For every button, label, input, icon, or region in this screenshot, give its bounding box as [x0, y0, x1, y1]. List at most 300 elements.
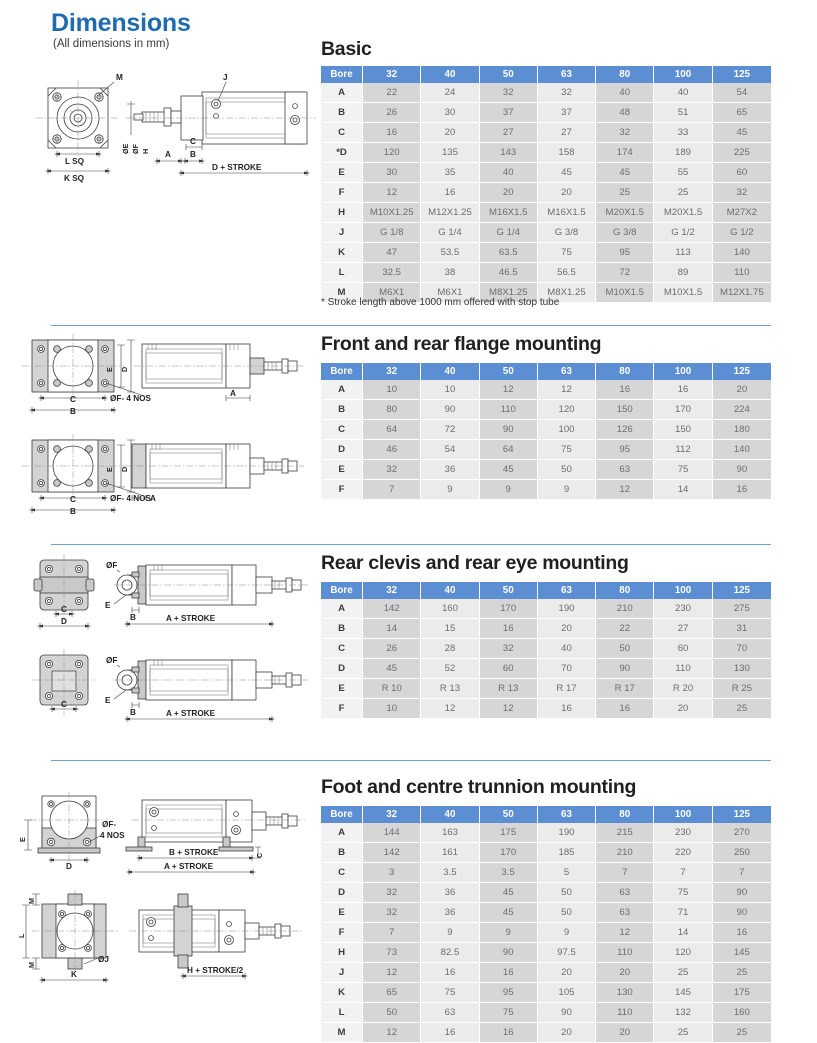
table-row — [321, 983, 771, 1003]
cell: M16X1.5 — [538, 203, 596, 223]
th-col-2: 50 — [480, 582, 538, 599]
cell: 12 — [363, 183, 421, 203]
th-col-0: 32 — [363, 66, 421, 83]
cell: 75 — [480, 1003, 538, 1023]
cell: 24 — [421, 83, 479, 103]
cell: 100 — [538, 420, 596, 440]
drawing-flange — [14, 332, 314, 527]
cell: 143 — [480, 143, 538, 163]
cell: 32.5 — [363, 263, 421, 283]
cell: 110 — [654, 659, 712, 679]
cell: 12 — [421, 699, 479, 719]
section-title-basic: Basic — [321, 38, 372, 60]
th-col-6: 125 — [713, 363, 771, 380]
table-row — [321, 599, 771, 619]
cell: 32 — [363, 903, 421, 923]
cell: G 3/8 — [538, 223, 596, 243]
table-header-row — [321, 806, 771, 823]
cell: 40 — [480, 163, 538, 183]
cell: 63.5 — [480, 243, 538, 263]
cell: 180 — [713, 420, 771, 440]
label-C: C — [255, 852, 264, 858]
cell: 25 — [713, 963, 771, 983]
label-L: L — [17, 933, 26, 938]
cell: 50 — [538, 460, 596, 480]
row-label: J — [321, 963, 363, 983]
table-row — [321, 460, 771, 480]
cell: 64 — [480, 440, 538, 460]
row-label: F — [321, 699, 363, 719]
cell: 20 — [538, 963, 596, 983]
cell: 75 — [421, 983, 479, 1003]
page-title: Dimensions — [51, 9, 191, 37]
label-B: B — [130, 708, 136, 717]
cell: 170 — [480, 843, 538, 863]
cell: 110 — [596, 1003, 654, 1023]
cell: 225 — [713, 143, 771, 163]
cell: 32 — [363, 883, 421, 903]
cell: 20 — [538, 183, 596, 203]
cell: 50 — [538, 883, 596, 903]
label-E: E — [105, 467, 114, 472]
cell: 22 — [596, 619, 654, 639]
label-A: A — [150, 494, 156, 503]
table-row — [321, 903, 771, 923]
table-header-row — [321, 582, 771, 599]
cell: 12 — [363, 1023, 421, 1043]
cell: 9 — [421, 480, 479, 500]
cell: M10X1.5 — [596, 283, 654, 303]
th-col-1: 40 — [421, 66, 479, 83]
cell: 126 — [596, 420, 654, 440]
cell: 64 — [363, 420, 421, 440]
cell: 10 — [363, 380, 421, 400]
th-col-4: 80 — [596, 66, 654, 83]
cell: 45 — [480, 460, 538, 480]
row-label: C — [321, 639, 363, 659]
cell: 150 — [596, 400, 654, 420]
cell: 30 — [363, 163, 421, 183]
cell: 14 — [654, 480, 712, 500]
cell: 175 — [713, 983, 771, 1003]
cell: 12 — [480, 380, 538, 400]
cell: 50 — [596, 639, 654, 659]
table-row — [321, 380, 771, 400]
section-title-foot: Foot and centre trunnion mounting — [321, 776, 637, 798]
label-C: C — [61, 700, 67, 709]
cell: 140 — [713, 243, 771, 263]
section-title-clevis: Rear clevis and rear eye mounting — [321, 552, 629, 574]
cell: 25 — [654, 183, 712, 203]
table-row — [321, 699, 771, 719]
cell: 14 — [363, 619, 421, 639]
cell: M20X1.5 — [654, 203, 712, 223]
row-label: L — [321, 263, 363, 283]
label-A: A — [230, 389, 236, 398]
cell: 63 — [596, 883, 654, 903]
cell: 32 — [713, 183, 771, 203]
cell: G 1/2 — [654, 223, 712, 243]
cell: 16 — [421, 1023, 479, 1043]
cell: M8X1.25 — [480, 283, 538, 303]
cell: 36 — [421, 903, 479, 923]
table-row — [321, 420, 771, 440]
label-E: E — [18, 837, 27, 842]
label-M-top: M — [27, 898, 36, 904]
row-label: A — [321, 599, 363, 619]
cell: 36 — [421, 460, 479, 480]
cell: 37 — [538, 103, 596, 123]
row-label: C — [321, 863, 363, 883]
table-basic — [321, 66, 771, 303]
cell: 90 — [596, 659, 654, 679]
th-col-3: 63 — [538, 66, 596, 83]
cell: 150 — [654, 420, 712, 440]
drawing-basic — [30, 68, 320, 198]
cell: 63 — [596, 903, 654, 923]
cell: G 1/2 — [713, 223, 771, 243]
cell: 33 — [654, 123, 712, 143]
cell: 35 — [421, 163, 479, 183]
table-row — [321, 1003, 771, 1023]
row-label: D — [321, 440, 363, 460]
cell: 12 — [596, 923, 654, 943]
cell: 210 — [596, 843, 654, 863]
cell: 95 — [596, 440, 654, 460]
cell: 32 — [480, 639, 538, 659]
cell: 70 — [538, 659, 596, 679]
cell: 20 — [596, 963, 654, 983]
cell: 54 — [421, 440, 479, 460]
label-H: H — [141, 148, 150, 154]
label-KSQ: K SQ — [64, 174, 85, 183]
row-label: D — [321, 883, 363, 903]
cell: 90 — [421, 400, 479, 420]
label-C: C — [61, 605, 67, 614]
cell: 16 — [713, 480, 771, 500]
cell: 120 — [654, 943, 712, 963]
th-col-4: 80 — [596, 806, 654, 823]
cell: 16 — [421, 963, 479, 983]
label-D: D — [120, 366, 129, 372]
cell: 90 — [538, 1003, 596, 1023]
row-label: F — [321, 480, 363, 500]
table-row — [321, 619, 771, 639]
cell: R 10 — [363, 679, 421, 699]
cell: 9 — [480, 480, 538, 500]
row-label: F — [321, 183, 363, 203]
cell: 27 — [654, 619, 712, 639]
cell: 170 — [654, 400, 712, 420]
th-col-1: 40 — [421, 582, 479, 599]
table-row — [321, 963, 771, 983]
cell: 27 — [480, 123, 538, 143]
cell: 16 — [480, 1023, 538, 1043]
cell: 40 — [596, 83, 654, 103]
row-label: H — [321, 203, 363, 223]
table-row — [321, 400, 771, 420]
cell: 65 — [713, 103, 771, 123]
cell: 250 — [713, 843, 771, 863]
label-B: B — [130, 613, 136, 622]
cell: 215 — [596, 823, 654, 843]
cell: M10X1.5 — [654, 283, 712, 303]
label-B-stroke: B + STROKE — [169, 848, 219, 857]
cell: 170 — [480, 599, 538, 619]
row-label: M — [321, 1023, 363, 1043]
cell: 230 — [654, 599, 712, 619]
table-body-basic — [321, 83, 771, 303]
cell: 25 — [713, 699, 771, 719]
cell: 90 — [480, 943, 538, 963]
row-label: E — [321, 679, 363, 699]
table-header-row — [321, 363, 771, 380]
row-label: J — [321, 223, 363, 243]
label-B: B — [70, 407, 76, 416]
cell: 112 — [654, 440, 712, 460]
row-label: B — [321, 843, 363, 863]
th-col-5: 100 — [654, 582, 712, 599]
cell: 12 — [538, 380, 596, 400]
cell: 90 — [713, 883, 771, 903]
cell: 40 — [654, 83, 712, 103]
label-A: A — [165, 150, 171, 159]
section-divider-1 — [51, 325, 771, 326]
cell: 174 — [596, 143, 654, 163]
footnote-basic: * Stroke length above 1000 mm offered with stop tube — [321, 297, 560, 308]
row-label: E — [321, 903, 363, 923]
th-col-5: 100 — [654, 363, 712, 380]
row-label: D — [321, 659, 363, 679]
cell: 45 — [713, 123, 771, 143]
label-H-stroke2: H + STROKE/2 — [187, 966, 244, 975]
cell: 73 — [363, 943, 421, 963]
cell: 47 — [363, 243, 421, 263]
cell: 52 — [421, 659, 479, 679]
table-foot — [321, 806, 771, 1043]
label-OF: ØF — [106, 656, 118, 665]
cell: 3 — [363, 863, 421, 883]
table-row — [321, 203, 771, 223]
label-D-stroke: D + STROKE — [212, 163, 262, 172]
cell: 38 — [421, 263, 479, 283]
cell: 26 — [363, 103, 421, 123]
cell: 25 — [654, 1023, 712, 1043]
cell: 90 — [713, 460, 771, 480]
table-row — [321, 679, 771, 699]
cell: R 13 — [421, 679, 479, 699]
th-col-0: 32 — [363, 806, 421, 823]
label-C: C — [70, 395, 76, 404]
cell: R 17 — [538, 679, 596, 699]
cell: 25 — [654, 963, 712, 983]
label-A-stroke: A + STROKE — [164, 862, 214, 871]
cell: 9 — [421, 923, 479, 943]
cell: 32 — [538, 83, 596, 103]
cell: 45 — [480, 883, 538, 903]
th-col-6: 125 — [713, 806, 771, 823]
row-label: E — [321, 163, 363, 183]
cell: 12 — [363, 963, 421, 983]
cell: G 1/4 — [421, 223, 479, 243]
cell: 145 — [713, 943, 771, 963]
label-OJ: ØJ — [98, 955, 109, 964]
cell: 16 — [596, 380, 654, 400]
label-E: E — [105, 696, 111, 705]
cell: M16X1.5 — [480, 203, 538, 223]
label-J: J — [223, 73, 228, 82]
cell: 7 — [713, 863, 771, 883]
cell: 20 — [713, 380, 771, 400]
label-E: E — [105, 367, 114, 372]
cell: 110 — [713, 263, 771, 283]
cell: 45 — [538, 163, 596, 183]
cell: 9 — [538, 480, 596, 500]
cell: 32 — [363, 460, 421, 480]
cell: 50 — [538, 903, 596, 923]
cell: 7 — [654, 863, 712, 883]
th-bore: Bore — [321, 66, 363, 83]
cell: 10 — [363, 699, 421, 719]
cell: 28 — [421, 639, 479, 659]
table-row — [321, 480, 771, 500]
table-header-row — [321, 66, 771, 83]
label-A-stroke: A + STROKE — [166, 709, 216, 718]
th-col-2: 50 — [480, 806, 538, 823]
table-row — [321, 263, 771, 283]
cell: G 1/4 — [480, 223, 538, 243]
cell: 89 — [654, 263, 712, 283]
cell: 60 — [654, 639, 712, 659]
cell: 135 — [421, 143, 479, 163]
row-label: A — [321, 83, 363, 103]
label-B: B — [190, 150, 196, 159]
cell: 110 — [596, 943, 654, 963]
cell: 210 — [596, 599, 654, 619]
cell: 82.5 — [421, 943, 479, 963]
cell: M6X1 — [421, 283, 479, 303]
cell: 160 — [421, 599, 479, 619]
th-col-0: 32 — [363, 582, 421, 599]
cell: 3.5 — [421, 863, 479, 883]
cell: 15 — [421, 619, 479, 639]
th-col-5: 100 — [654, 66, 712, 83]
row-label: C — [321, 123, 363, 143]
cell: 60 — [713, 163, 771, 183]
cell: 75 — [654, 883, 712, 903]
table-row — [321, 863, 771, 883]
cell: 56.5 — [538, 263, 596, 283]
row-label: B — [321, 103, 363, 123]
th-col-3: 63 — [538, 363, 596, 380]
label-D: D — [61, 617, 67, 626]
table-row — [321, 163, 771, 183]
table-body-foot — [321, 823, 771, 1043]
label-D: D — [66, 862, 72, 871]
label-OF-4NOS: ØF- 4 NOS — [110, 394, 151, 403]
th-col-2: 50 — [480, 363, 538, 380]
cell: G 3/8 — [596, 223, 654, 243]
cell: 144 — [363, 823, 421, 843]
row-label: F — [321, 923, 363, 943]
cell: 224 — [713, 400, 771, 420]
cell: 7 — [363, 480, 421, 500]
cell: 36 — [421, 883, 479, 903]
table-row — [321, 223, 771, 243]
cell: 113 — [654, 243, 712, 263]
label-K: K — [71, 970, 77, 979]
cell: M20X1.5 — [596, 203, 654, 223]
cell: 220 — [654, 843, 712, 863]
table-row — [321, 103, 771, 123]
cell: 130 — [596, 983, 654, 1003]
cell: 71 — [654, 903, 712, 923]
cell: M10X1.25 — [363, 203, 421, 223]
cell: M12X1.75 — [713, 283, 771, 303]
th-col-3: 63 — [538, 582, 596, 599]
label-OF: ØF — [131, 144, 140, 154]
cell: 25 — [596, 183, 654, 203]
cell: 7 — [363, 923, 421, 943]
cell: 190 — [538, 823, 596, 843]
cell: 20 — [538, 619, 596, 639]
table-row — [321, 183, 771, 203]
table-row — [321, 143, 771, 163]
cell: 72 — [596, 263, 654, 283]
label-B: B — [70, 507, 76, 516]
cell: 75 — [654, 460, 712, 480]
row-label: K — [321, 983, 363, 1003]
cell: 95 — [480, 983, 538, 1003]
cell: 20 — [538, 1023, 596, 1043]
row-label: C — [321, 420, 363, 440]
cell: 230 — [654, 823, 712, 843]
table-row — [321, 639, 771, 659]
cell: 142 — [363, 599, 421, 619]
cell: 40 — [538, 639, 596, 659]
cell: 16 — [596, 699, 654, 719]
cell: 20 — [480, 183, 538, 203]
label-A-stroke: A + STROKE — [166, 614, 216, 623]
cell: 7 — [596, 863, 654, 883]
cell: 3.5 — [480, 863, 538, 883]
label-OF-4NOS-1: ØF- — [102, 820, 117, 829]
cell: 95 — [596, 243, 654, 263]
cell: 90 — [713, 903, 771, 923]
th-bore: Bore — [321, 363, 363, 380]
cell: R 17 — [596, 679, 654, 699]
cell: M12X1.25 — [421, 203, 479, 223]
cell: 185 — [538, 843, 596, 863]
th-bore: Bore — [321, 582, 363, 599]
table-row — [321, 659, 771, 679]
cell: 145 — [654, 983, 712, 1003]
cell: 275 — [713, 599, 771, 619]
cell: 45 — [596, 163, 654, 183]
cell: 25 — [713, 1023, 771, 1043]
section-title-flange: Front and rear flange mounting — [321, 333, 602, 355]
cell: 20 — [596, 1023, 654, 1043]
cell: 14 — [654, 923, 712, 943]
cell: 22 — [363, 83, 421, 103]
page-subtitle: (All dimensions in mm) — [53, 38, 170, 50]
row-label: *D — [321, 143, 363, 163]
cell: 140 — [713, 440, 771, 460]
cell: 50 — [363, 1003, 421, 1023]
table-row — [321, 923, 771, 943]
cell: 54 — [713, 83, 771, 103]
cell: 75 — [538, 440, 596, 460]
